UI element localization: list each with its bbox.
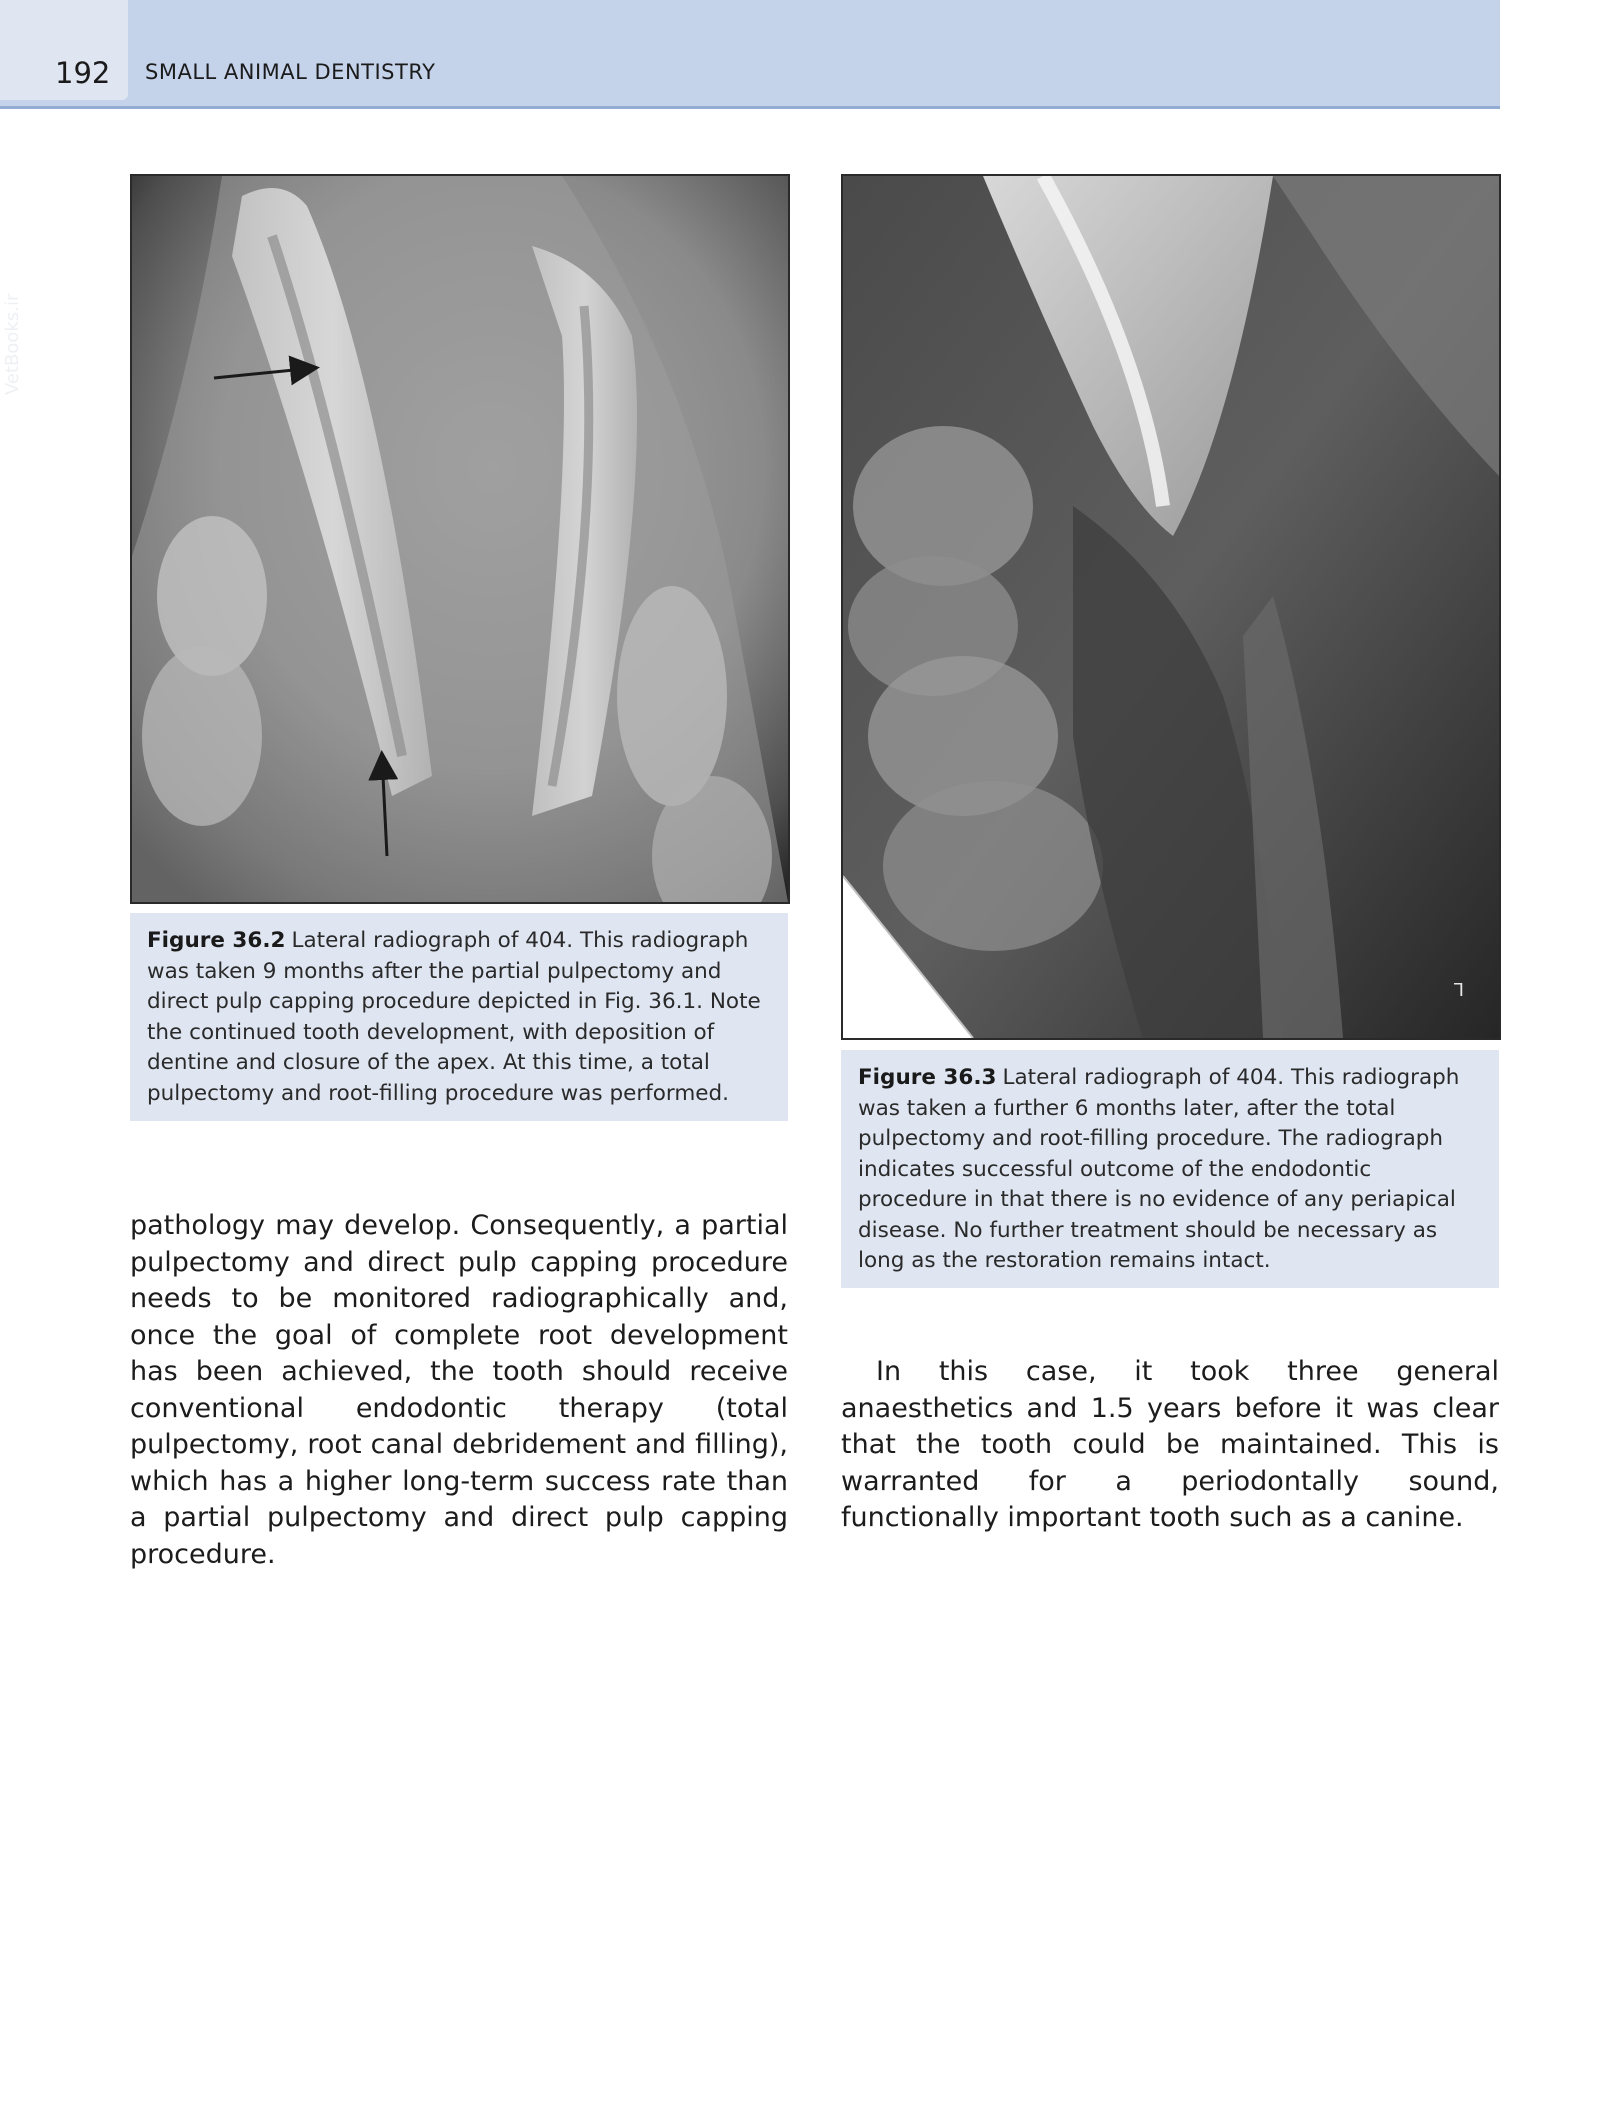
film-marker: ᒣ <box>1453 980 1464 1001</box>
figure-36-3-caption <box>841 1050 1499 1288</box>
figure-36-2-caption <box>130 913 788 1121</box>
body-paragraph-right: In this case, it took three general anaesthetics and 1.5 years before it was clear that the tooth could be maintained. This is warranted for a periodontally sound, functionally important tooth such as a canine. <box>841 1356 1499 1533</box>
radiograph-image <box>843 176 1499 1038</box>
radiograph-image <box>132 176 788 902</box>
caption-text: Lateral radiograph of 404. This radiograph was taken a further 6 months later, after the total pulpectomy and root-filling procedure. The radiograph indicates successful outcome of the endodontic procedure in that there is no evidence of any periapical disease. No further treatment should be necessary as long as the restoration remains intact. <box>858 1065 1460 1273</box>
body-paragraph-left: pathology may develop. Consequently, a partial pulpectomy and direct pulp capping procedure needs to be monitored radiographically and, once the goal of complete root development has been achieved, the tooth should receive conventional endodontic therapy (total pulpectomy, root canal debridement and filling), which has a higher long-term success rate than a partial pulpectomy and direct pulp capping procedure. <box>130 1210 788 1570</box>
figure-label: Figure 36.2 <box>147 928 286 953</box>
running-title: SMALL ANIMAL DENTISTRY <box>145 60 436 84</box>
page-number: 192 <box>55 56 111 90</box>
figure-label: Figure 36.3 <box>858 1065 997 1090</box>
figure-36-2-radiograph <box>130 174 790 904</box>
watermark: VetBooks.ir <box>2 293 23 395</box>
figure-36-3-radiograph <box>841 174 1501 1040</box>
caption-text: Lateral radiograph of 404. This radiograph was taken 9 months after the partial pulpectomy and direct pulp capping procedure depicted in Fig. 36.1. Note the continued tooth development, with deposition of dentine and closure of the apex. At this time, a total pulpectomy and root-filling procedure was performed. <box>147 928 761 1106</box>
header-band <box>0 0 1500 109</box>
